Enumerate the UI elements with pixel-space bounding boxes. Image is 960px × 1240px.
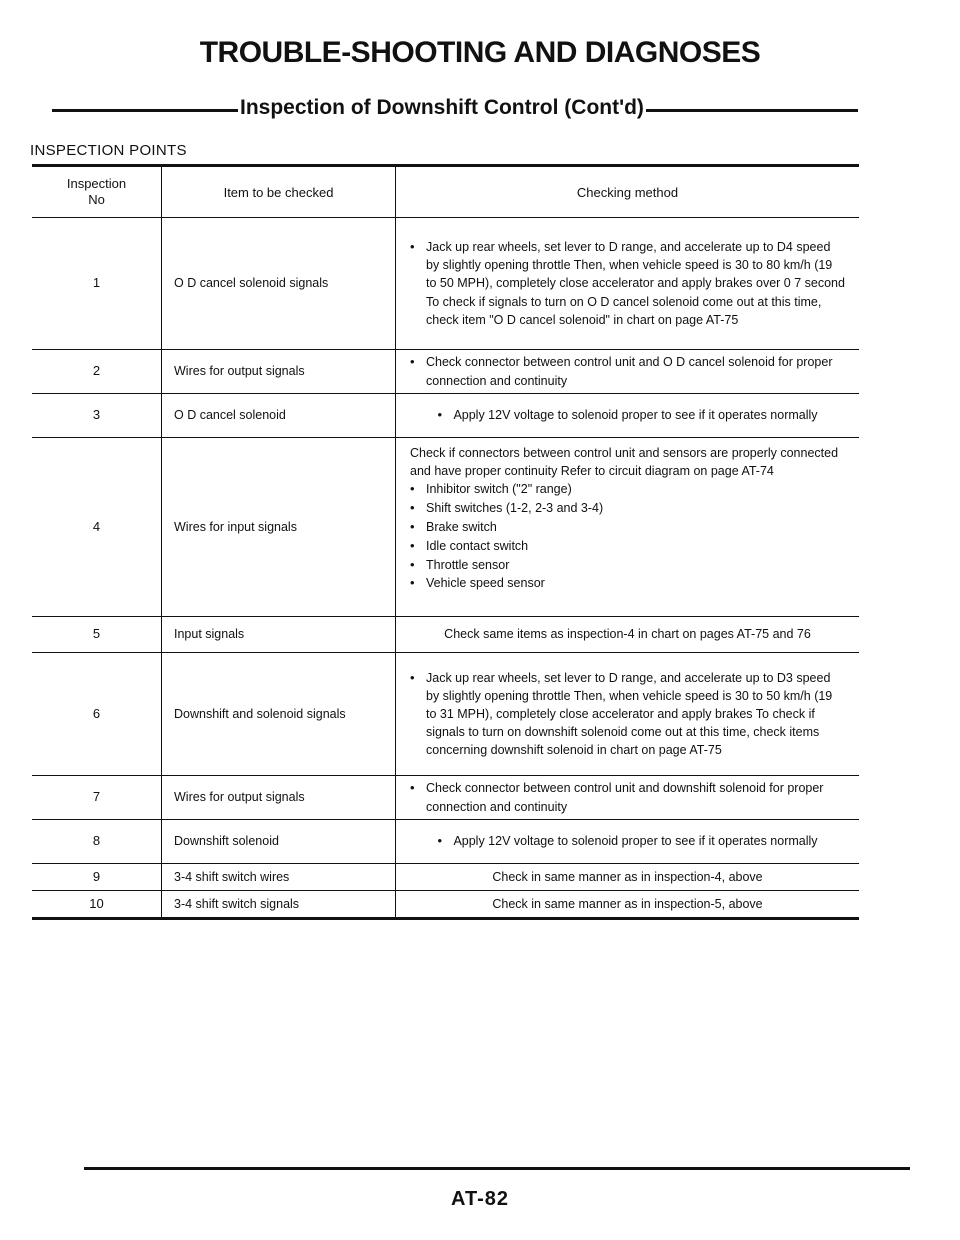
- method-bullet: [410, 556, 845, 575]
- item-to-check: Downshift solenoid: [162, 820, 396, 863]
- inspection-number: 4: [32, 438, 162, 616]
- page-title: TROUBLE-SHOOTING AND DIAGNOSES: [199, 36, 761, 69]
- column-header-inspection-no: [32, 167, 162, 217]
- method-bullet: [410, 537, 845, 556]
- table-header-row: [32, 167, 859, 218]
- method-bullet: [410, 353, 845, 389]
- column-header-inspection-line2: No: [88, 192, 105, 207]
- method-bullet: [437, 832, 817, 851]
- item-to-check: Wires for output signals: [162, 350, 396, 393]
- method-bullet-text: • Jack up rear wheels, set lever to D range, and accelerate up to D3 speed by slightly opening throttle Then, when vehicle speed is 30 to 50 km/h (19 to 31 MPH), completely close accelerator and apply brakes To check if signals to turn on downshift solenoid come out at this time, check items concerning downshift solenoid in chart on page AT-75: [426, 670, 833, 758]
- subtitle-rule-right: [646, 109, 858, 112]
- column-header-item: Item to be checked: [162, 167, 396, 217]
- subtitle: Inspection of Downshift Control (Cont'd): [240, 96, 644, 119]
- method-bullet-text: • Apply 12V voltage to solenoid proper to see if it operates normally: [453, 834, 818, 849]
- inspection-number: 10: [32, 891, 162, 917]
- method-bullet-text: • Check connector between control unit and O D cancel solenoid for proper connection and continuity: [426, 355, 833, 388]
- inspection-number: 2: [32, 350, 162, 393]
- checking-method: [396, 394, 859, 437]
- method-text: Check in same manner as in inspection-4, above: [492, 869, 763, 884]
- checking-method: [396, 864, 859, 890]
- method-bullet-text: • Idle contact switch: [426, 538, 529, 553]
- inspection-table: [32, 164, 859, 920]
- method-bullet: [410, 574, 845, 593]
- item-to-check: Wires for output signals: [162, 776, 396, 819]
- table-row: [32, 438, 859, 617]
- method-bullet-text: • Apply 12V voltage to solenoid proper to see if it operates normally: [453, 408, 818, 423]
- method-bullet-text: • Check connector between control unit and downshift solenoid for proper connection and continuity: [426, 781, 824, 814]
- table-row: [32, 653, 859, 776]
- inspection-number: 3: [32, 394, 162, 437]
- inspection-number: 6: [32, 653, 162, 775]
- method-bullet-text: • Throttle sensor: [426, 557, 510, 572]
- checking-method: [396, 438, 859, 616]
- inspection-number: 5: [32, 617, 162, 652]
- method-bullet-text: • Vehicle speed sensor: [426, 576, 545, 591]
- section-heading: INSPECTION POINTS: [30, 142, 187, 159]
- checking-method: [396, 891, 859, 917]
- table-row: [32, 394, 859, 438]
- table-row: [32, 617, 859, 653]
- method-bullet-text: • Shift switches (1-2, 2-3 and 3-4): [426, 501, 604, 516]
- method-text: Check if connectors between control unit and sensors are properly connected and have proper continuity Refer to circuit diagram on page AT-74: [410, 446, 839, 479]
- table-row: [32, 864, 859, 891]
- table-row: [32, 776, 859, 820]
- checking-method: [396, 350, 859, 393]
- checking-method: [396, 617, 859, 652]
- inspection-number: 8: [32, 820, 162, 863]
- method-bullet: [410, 238, 845, 329]
- page-number: AT-82: [451, 1188, 509, 1210]
- checking-method: [396, 653, 859, 775]
- method-bullet: [410, 779, 845, 815]
- table-row: [32, 891, 859, 920]
- method-bullet: [410, 480, 845, 499]
- checking-method: [396, 776, 859, 819]
- item-to-check: O D cancel solenoid signals: [162, 218, 396, 349]
- item-to-check: O D cancel solenoid: [162, 394, 396, 437]
- item-to-check: Downshift and solenoid signals: [162, 653, 396, 775]
- method-bullet: [410, 518, 845, 537]
- inspection-number: 7: [32, 776, 162, 819]
- column-header-inspection-line1: Inspection: [66, 175, 127, 191]
- method-bullet: [410, 499, 845, 518]
- table-row: [32, 350, 859, 394]
- method-bullet-text: • Inhibitor switch ("2" range): [426, 482, 572, 497]
- inspection-number: 9: [32, 864, 162, 890]
- item-to-check: Wires for input signals: [162, 438, 396, 616]
- subtitle-row: [52, 84, 858, 118]
- item-to-check: 3-4 shift switch signals: [162, 891, 396, 917]
- method-bullet-text: • Jack up rear wheels, set lever to D range, and accelerate up to D4 speed by slightly opening throttle Then, when vehicle speed is 30 to 80 km/h (19 to 50 MPH), completely close accelerator and apply brakes over 0 7 second To check if signals to turn on O D cancel solenoid come out at this time, check item "O D cancel solenoid" in chart on page AT-75: [426, 240, 845, 327]
- method-text: Check same items as inspection-4 in chart on pages AT-75 and 76: [444, 627, 811, 642]
- item-to-check: 3-4 shift switch wires: [162, 864, 396, 890]
- method-bullet-text: • Brake switch: [426, 519, 497, 534]
- table-row: [32, 820, 859, 864]
- footer-rule: [84, 1167, 910, 1170]
- table-body: [32, 218, 859, 920]
- subtitle-rule-left: [52, 109, 238, 112]
- checking-method: [396, 820, 859, 863]
- method-bullet: [437, 406, 817, 425]
- checking-method: [396, 218, 859, 349]
- method-text: Check in same manner as in inspection-5, above: [492, 896, 763, 911]
- inspection-number: 1: [32, 218, 162, 349]
- column-header-method: Checking method: [576, 184, 679, 200]
- table-row: [32, 218, 859, 350]
- method-bullet: [410, 669, 845, 760]
- item-to-check: Input signals: [162, 617, 396, 652]
